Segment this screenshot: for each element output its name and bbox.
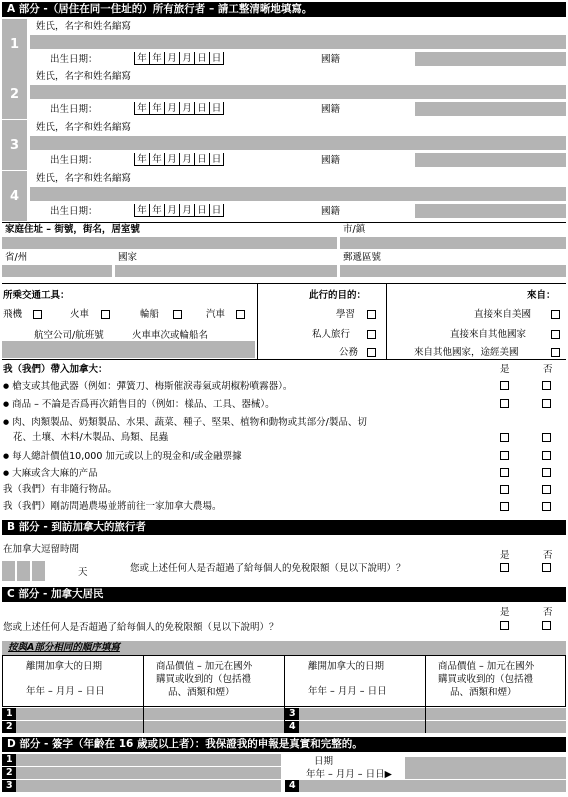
name-field[interactable] — [30, 136, 566, 150]
from-other-label: 直接來自其他國家 — [450, 329, 527, 340]
bringing-yes-checkbox[interactable] — [500, 485, 509, 494]
purpose-business-label: 公務 — [339, 347, 359, 358]
traveller-number: 2 — [2, 69, 27, 119]
citizenship-label: 國籍 — [321, 104, 341, 115]
signature-field[interactable] — [2, 754, 281, 766]
departure-date-field[interactable] — [2, 708, 143, 720]
col-value-line1: 商品價值 – 加元在國外 — [156, 661, 253, 672]
dob-box[interactable]: 年 — [149, 153, 164, 166]
purpose-personal-label: 私人旅行 — [312, 329, 351, 340]
purpose-personal-checkbox[interactable] — [367, 330, 376, 339]
bringing-item — [3, 398, 275, 411]
no-label: 否 — [543, 364, 553, 375]
no-label: 否 — [543, 607, 553, 618]
dob-box[interactable]: 月 — [164, 102, 179, 115]
purpose-study-label: 學習 — [336, 309, 356, 320]
bringing-item — [3, 484, 117, 496]
bringing-label: 我（我們）帶入加拿大： — [3, 364, 108, 375]
bringing-no-checkbox[interactable] — [542, 399, 551, 408]
bringing-yes-checkbox[interactable] — [500, 468, 509, 477]
bullet-icon: ● — [3, 452, 10, 460]
row-number: 2 — [6, 767, 13, 778]
days-label: 天 — [78, 567, 88, 578]
dob-box[interactable]: 日 — [194, 52, 209, 65]
home-address-label: 家庭住址 – 街號，街名，居室號 — [5, 224, 140, 235]
transport-car-checkbox[interactable] — [236, 310, 245, 319]
name-label: 姓氏，名字和姓名縮寫 — [36, 122, 132, 133]
bringing-item-text: 商品 – 不論是否爲再次銷售目的（例如：樣品、工具、器械）。 — [12, 399, 275, 410]
bringing-no-checkbox[interactable] — [542, 451, 551, 460]
country-label: 國家 — [118, 252, 138, 263]
traveller-number: 4 — [2, 171, 27, 221]
dob-label: 出生日期： — [50, 155, 98, 166]
bringing-item-text: 肉、肉類製品、奶類製品、水果、蔬菜、種子、堅果、植物和動物或其部分/製品、切 — [12, 417, 367, 428]
from-other-via-us-checkbox[interactable] — [551, 348, 560, 357]
divider — [2, 222, 566, 223]
from-other-via-us-label: 來自其他國家，途經美國 — [414, 347, 519, 358]
bringing-item-text: 我（我們）有非隨行物品。 — [3, 484, 118, 495]
dob-boxes[interactable] — [134, 102, 224, 115]
dob-box[interactable]: 月 — [179, 153, 194, 166]
exemption-yes-checkbox[interactable] — [500, 563, 509, 572]
bullet-icon: ● — [3, 400, 10, 408]
goods-value-field[interactable] — [144, 708, 284, 720]
airline-label: 航空公司/航班號 — [34, 330, 104, 341]
dob-box[interactable]: 日 — [194, 102, 209, 115]
section-a-header: A 部分 -（居住在同一住址的）所有旅行者 – 請工整清晰地填寫。 — [2, 2, 566, 17]
bullet-icon: ● — [3, 469, 10, 477]
city-label: 市/鎮 — [343, 224, 366, 235]
stay-digit-field[interactable] — [2, 561, 15, 581]
name-field[interactable] — [30, 187, 566, 201]
goods-value-field[interactable] — [144, 721, 284, 733]
signature-field[interactable] — [2, 767, 281, 779]
bringing-item-text: 花、土壤、木料/木製品、鳥類、昆蟲 — [13, 432, 169, 443]
bringing-item-text: 我（我們）剛訪問過農場並將前往一家加拿大農場。 — [3, 501, 222, 512]
col-departure-date: 離開加拿大的日期 — [308, 661, 385, 672]
col-value-line2: 購買或收到的（包括禮 — [438, 674, 534, 685]
col-value-line1: 商品價值 – 加元在國外 — [438, 661, 535, 672]
signature-field[interactable] — [285, 780, 566, 792]
bringing-no-checkbox[interactable] — [542, 485, 551, 494]
transport-car-label: 汽車 — [206, 309, 226, 320]
citizenship-field[interactable] — [415, 204, 566, 218]
name-label: 姓氏，名字和姓名縮寫 — [36, 173, 132, 184]
dob-box[interactable]: 日 — [194, 153, 209, 166]
signature-field[interactable] — [2, 780, 281, 792]
yes-label: 是 — [500, 550, 510, 561]
bringing-item — [13, 432, 168, 444]
row-number: 1 — [6, 754, 13, 765]
col-departure-date: 離開加拿大的日期 — [26, 661, 103, 672]
citizenship-label: 國籍 — [321, 206, 341, 217]
no-label: 否 — [543, 550, 553, 561]
row-number: 1 — [6, 708, 13, 719]
row-number: 3 — [289, 708, 296, 719]
section-c-header: C 部分 - 加拿大居民 — [2, 587, 566, 602]
postal-code-field[interactable] — [340, 265, 566, 277]
transport-train-label: 火車 — [70, 309, 90, 320]
dob-box[interactable]: 月 — [179, 204, 194, 217]
bullet-icon: ● — [3, 382, 10, 390]
transport-ship-label: 輪船 — [140, 309, 160, 320]
dob-box[interactable]: 年 — [134, 102, 149, 115]
table-caption: 按與A部分相同的順序填寫 — [8, 642, 120, 653]
bringing-yes-checkbox[interactable] — [500, 433, 509, 442]
postal-code-label: 郵遞區號 — [343, 252, 382, 263]
dob-box[interactable]: 年 — [134, 153, 149, 166]
dob-box[interactable]: 日 — [209, 52, 224, 65]
resident-exemption-no-checkbox[interactable] — [542, 621, 551, 630]
dob-label: 出生日期： — [50, 206, 98, 217]
dob-box[interactable]: 年 — [149, 102, 164, 115]
transport-ship-checkbox[interactable] — [173, 310, 182, 319]
row-number: 3 — [6, 780, 13, 791]
citizenship-field[interactable] — [415, 52, 566, 66]
exemption-no-checkbox[interactable] — [542, 563, 551, 572]
name-field[interactable] — [30, 85, 566, 99]
province-label: 省/州 — [5, 252, 28, 263]
goods-value-field[interactable] — [426, 721, 566, 733]
stay-digit-field[interactable] — [32, 561, 45, 581]
date-label: 日期 — [314, 756, 334, 767]
bringing-no-checkbox[interactable] — [542, 502, 551, 511]
row-number: 4 — [289, 780, 296, 791]
dob-boxes[interactable] — [134, 204, 224, 217]
col-value-line3: 品、酒類和煙） — [450, 687, 517, 698]
departure-date-field[interactable] — [2, 721, 143, 733]
purpose-label: 此行的目的： — [309, 290, 367, 301]
dob-box[interactable]: 日 — [209, 153, 224, 166]
dob-boxes[interactable] — [134, 153, 224, 166]
col-value-line2: 購買或收到的（包括禮 — [156, 674, 252, 685]
bringing-no-checkbox[interactable] — [542, 468, 551, 477]
dob-box[interactable]: 年 — [134, 52, 149, 65]
bringing-item-text: 大麻或含大麻的产品 — [12, 468, 98, 479]
bringing-item — [3, 467, 98, 480]
dob-box[interactable]: 月 — [164, 52, 179, 65]
bringing-yes-checkbox[interactable] — [500, 502, 509, 511]
name-label: 姓氏，名字和姓名縮寫 — [36, 21, 132, 32]
from-label: 來自： — [527, 290, 556, 301]
name-field[interactable] — [30, 35, 566, 49]
yes-label: 是 — [500, 364, 510, 375]
dob-box[interactable]: 年 — [149, 204, 164, 217]
dob-box[interactable]: 月 — [179, 52, 194, 65]
dob-box[interactable]: 年 — [134, 204, 149, 217]
stay-label: 在加拿大逗留時間 — [3, 544, 80, 555]
province-field[interactable] — [2, 265, 112, 277]
city-field[interactable] — [340, 237, 566, 249]
divider — [2, 359, 566, 360]
citizenship-field[interactable] — [415, 153, 566, 167]
date-ymd-label: 年年 – 月月 – 日日▶ — [306, 769, 392, 780]
bringing-item-text: 每人總計價值10,000 加元或以上的現金和/或金融票據 — [12, 451, 242, 462]
bringing-item — [3, 416, 367, 429]
exemption-question: 您或上述任何人是否超過了給每個人的免稅限額（見以下說明）？ — [130, 563, 406, 574]
dob-box[interactable]: 月 — [179, 102, 194, 115]
bringing-item — [3, 501, 222, 513]
dob-boxes[interactable] — [134, 52, 224, 65]
bringing-yes-checkbox[interactable] — [500, 399, 509, 408]
col-value-line3: 品、酒類和煙） — [168, 687, 235, 698]
bullet-icon: ● — [3, 418, 10, 426]
dob-label: 出生日期： — [50, 104, 98, 115]
divider — [257, 283, 258, 359]
stay-digit-field[interactable] — [17, 561, 30, 581]
dob-label: 出生日期： — [50, 54, 98, 65]
col-ymd: 年年 – 月月 – 日日 — [308, 686, 387, 697]
row-number: 4 — [289, 721, 296, 732]
citizenship-field[interactable] — [415, 102, 566, 116]
divider — [2, 283, 566, 284]
bringing-item-text: 槍支或其他武器（例如：彈簧刀、梅斯催淚毒氣或胡椒粉噴霧器）。 — [12, 381, 293, 392]
dob-box[interactable]: 月 — [164, 204, 179, 217]
bringing-no-checkbox[interactable] — [542, 381, 551, 390]
transport-train-checkbox[interactable] — [101, 310, 110, 319]
section-d-header: D 部分 - 簽字（年齡在 16 歲或以上者）：我保證我的申報是真實和完整的。 — [2, 737, 566, 752]
dob-box[interactable]: 日 — [209, 102, 224, 115]
bringing-yes-checkbox[interactable] — [500, 381, 509, 390]
country-field[interactable] — [115, 265, 337, 277]
purpose-study-checkbox[interactable] — [367, 310, 376, 319]
bringing-item — [3, 450, 242, 463]
signature-date-field[interactable] — [405, 757, 566, 779]
traveller-number: 1 — [2, 19, 27, 69]
dob-box[interactable]: 日 — [209, 204, 224, 217]
bringing-no-checkbox[interactable] — [542, 433, 551, 442]
transport-plane-checkbox[interactable] — [33, 310, 42, 319]
name-label: 姓氏，名字和姓名縮寫 — [36, 71, 132, 82]
departure-date-field[interactable] — [285, 721, 425, 733]
home-address-field[interactable] — [2, 237, 337, 249]
from-us-checkbox[interactable] — [551, 310, 560, 319]
transport-plane-label: 飛機 — [3, 309, 23, 320]
citizenship-label: 國籍 — [321, 54, 341, 65]
goods-value-field[interactable] — [426, 708, 566, 720]
dob-box[interactable]: 日 — [194, 204, 209, 217]
traveller-number: 3 — [2, 120, 27, 170]
train-label: 火車車次或輪船名 — [132, 330, 209, 341]
carrier-field[interactable] — [2, 341, 255, 358]
purpose-business-checkbox[interactable] — [367, 348, 376, 357]
dob-box[interactable]: 月 — [164, 153, 179, 166]
transport-label: 所乘交通工具： — [3, 290, 70, 301]
row-number: 2 — [6, 721, 13, 732]
divider — [386, 283, 387, 359]
departure-date-field[interactable] — [285, 708, 425, 720]
yes-label: 是 — [500, 607, 510, 618]
dob-box[interactable]: 年 — [149, 52, 164, 65]
from-us-label: 直接來自美國 — [474, 309, 532, 320]
col-ymd: 年年 – 月月 – 日日 — [26, 686, 105, 697]
exemption-question: 您或上述任何人是否超過了給每個人的免稅限額（見以下說明）？ — [3, 622, 279, 633]
citizenship-label: 國籍 — [321, 155, 341, 166]
resident-exemption-yes-checkbox[interactable] — [500, 621, 509, 630]
bringing-yes-checkbox[interactable] — [500, 451, 509, 460]
bringing-item — [3, 380, 292, 393]
section-b-header: B 部分 - 到訪加拿大的旅行者 — [2, 520, 566, 535]
from-other-checkbox[interactable] — [551, 330, 560, 339]
